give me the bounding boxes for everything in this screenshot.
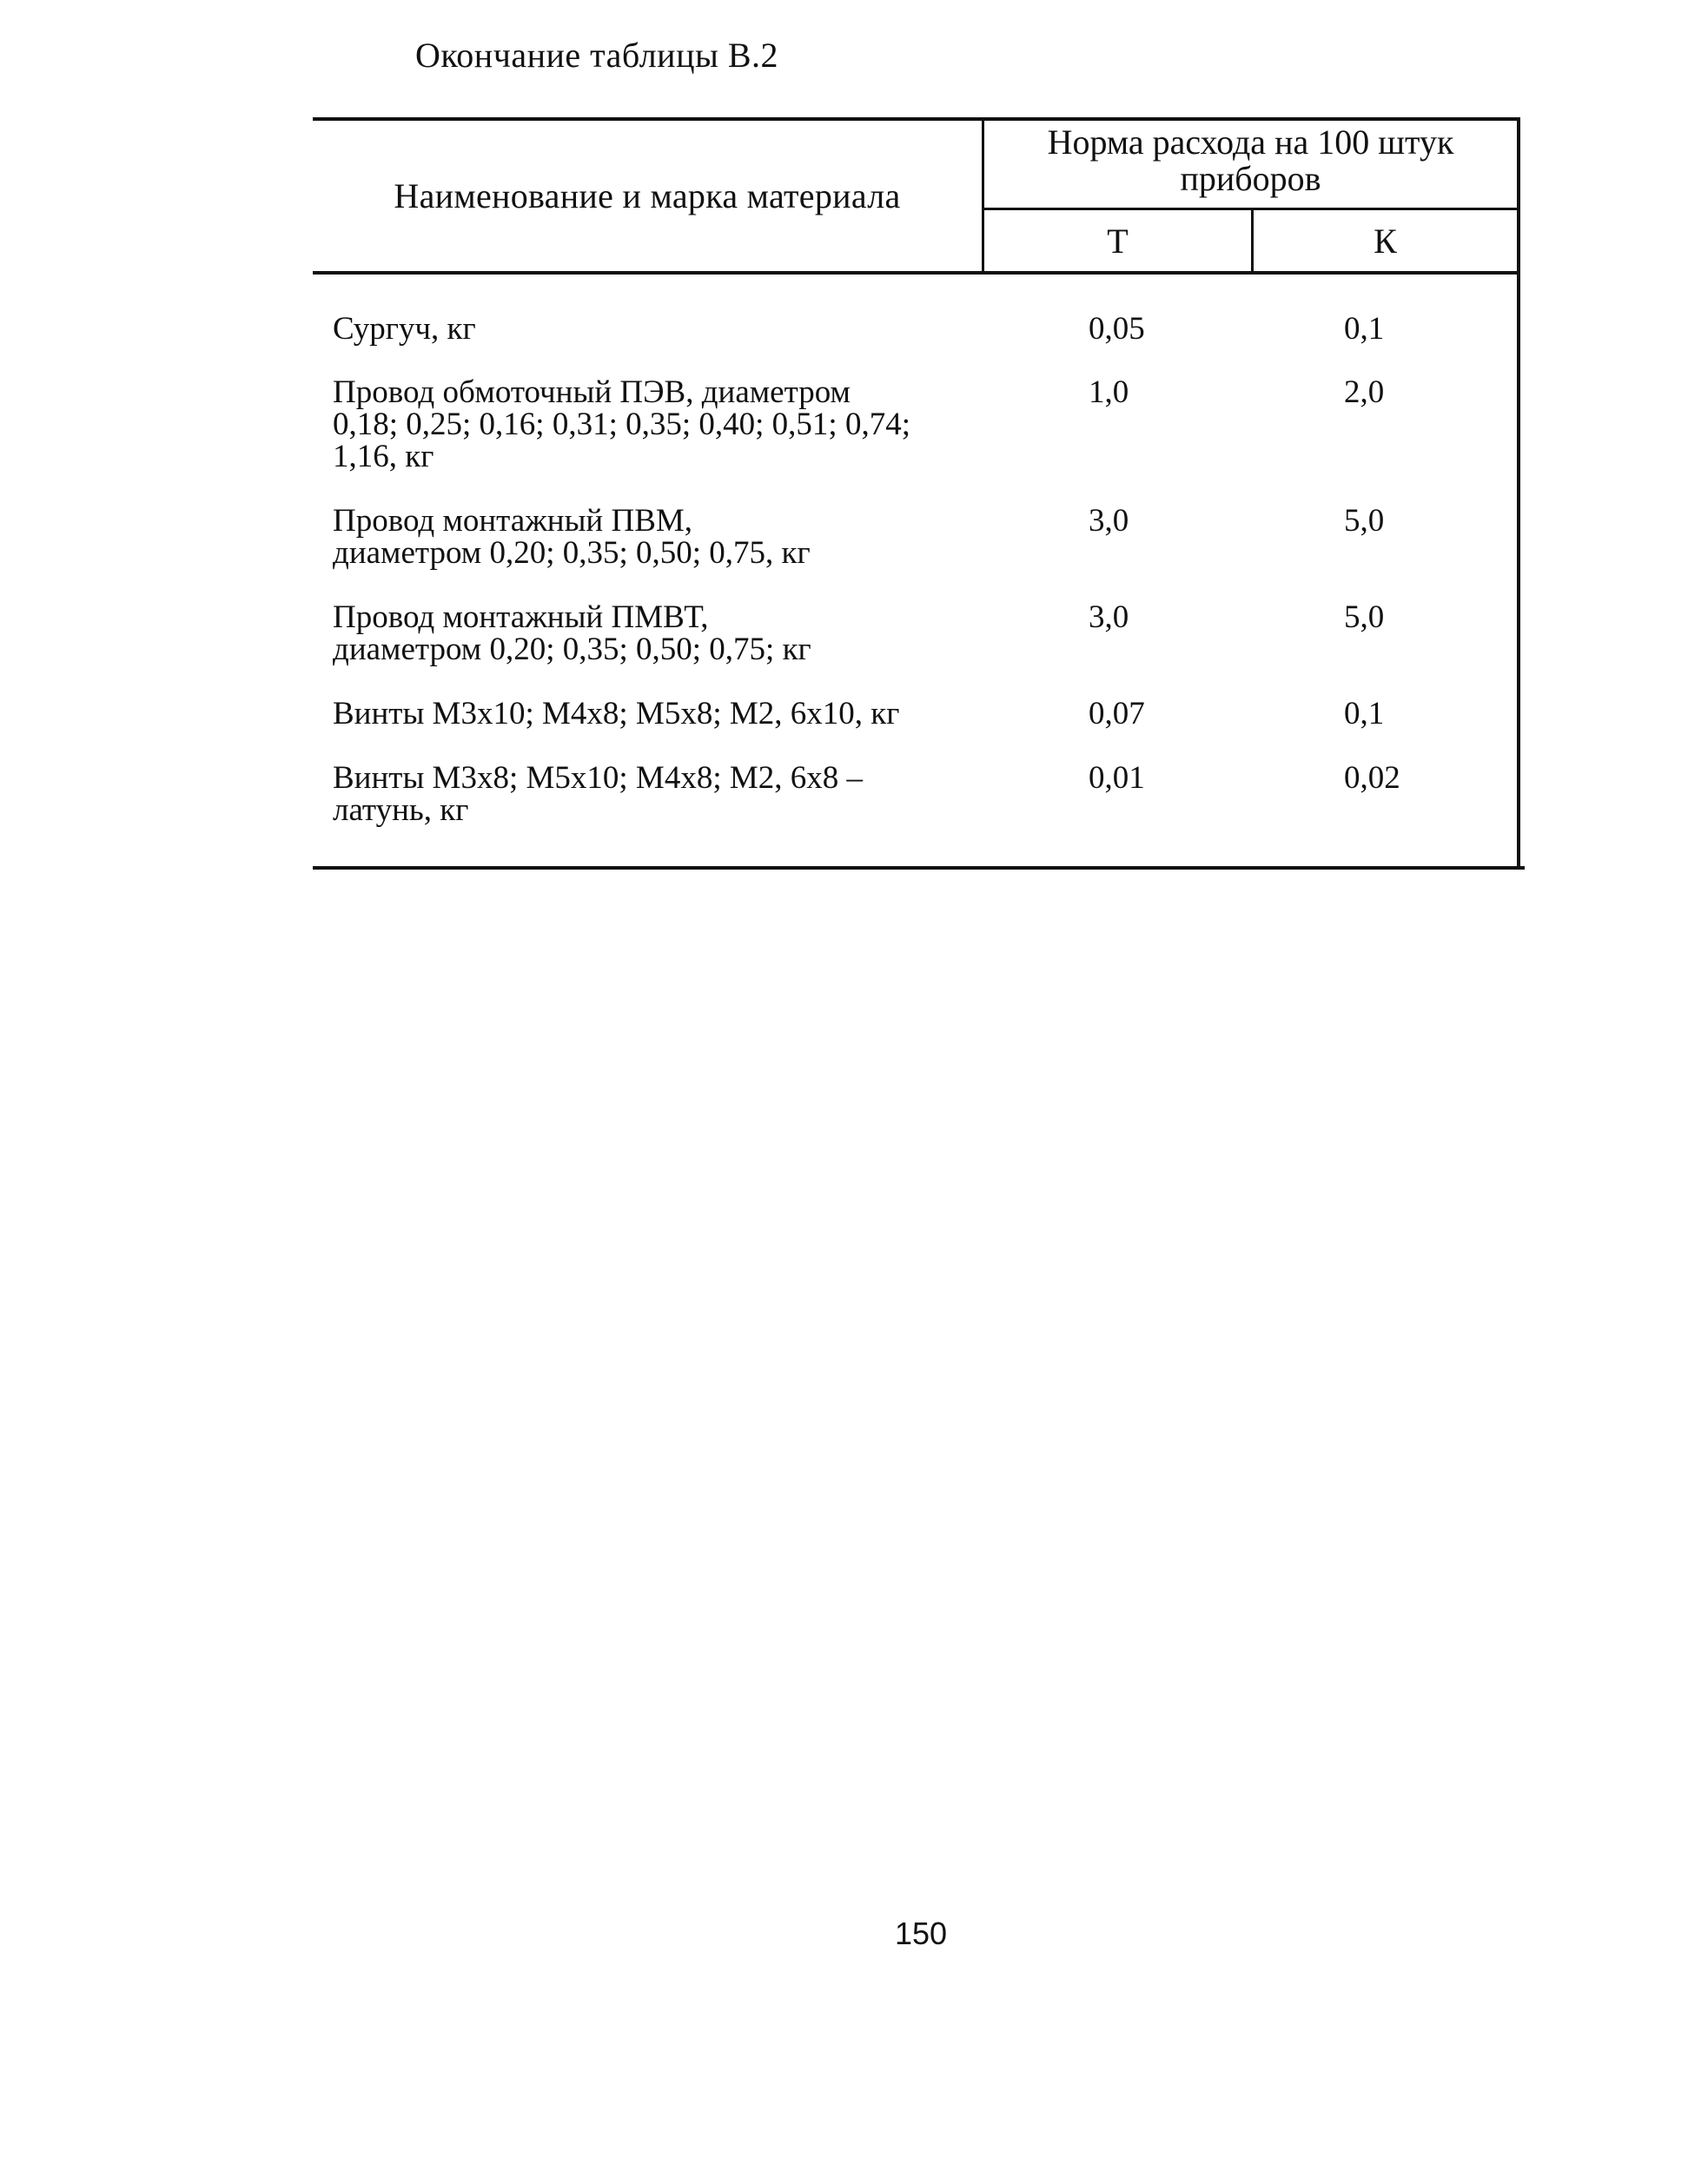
materials-table [313, 117, 1525, 873]
header-sub-k: К [1374, 221, 1397, 261]
value-t-cell: 3,0 [1089, 599, 1129, 635]
value-t-cell: 0,05 [1089, 311, 1145, 347]
value-t-cell: 0,07 [1089, 696, 1145, 731]
value-t-cell: 3,0 [1089, 503, 1129, 539]
material-cell: Винты М3х10; М4х8; М5х8; М2, 6х10, кг [333, 696, 900, 731]
value-k-cell: 5,0 [1344, 503, 1385, 539]
value-k-cell: 0,02 [1344, 760, 1400, 796]
header-sub-t: Т [1107, 221, 1129, 261]
header-consumption-norm: Норма расхода на 100 штук приборов [1047, 122, 1454, 198]
material-cell: Сургуч, кг [333, 311, 476, 347]
value-k-cell: 0,1 [1344, 696, 1385, 731]
table-bottom-border [313, 866, 1525, 870]
material-cell: Провод монтажный ПВМ, диаметром 0,20; 0,35; 0,50; 0,75, кг [333, 503, 811, 571]
material-cell: Провод обмоточный ПЭВ, диаметром 0,18; 0,25; 0,16; 0,31; 0,35; 0,40; 0,51; 0,74; 1,16, кг [333, 374, 910, 474]
value-k-cell: 5,0 [1344, 599, 1385, 635]
value-t-cell: 0,01 [1089, 760, 1145, 796]
page-number: 150 [895, 1916, 948, 1951]
table-caption: Окончание таблицы В.2 [415, 36, 779, 75]
value-k-cell: 2,0 [1344, 374, 1385, 410]
material-cell: Провод монтажный ПМВТ, диаметром 0,20; 0,35; 0,50; 0,75; кг [333, 599, 811, 667]
table-right-border [1517, 117, 1520, 870]
header-material-name: Наименование и марка материала [394, 175, 901, 215]
value-k-cell: 0,1 [1344, 311, 1385, 347]
material-cell: Винты М3х8; М5х10; М4х8; М2, 6х8 – латунь, кг [333, 760, 863, 828]
value-t-cell: 1,0 [1089, 374, 1129, 410]
